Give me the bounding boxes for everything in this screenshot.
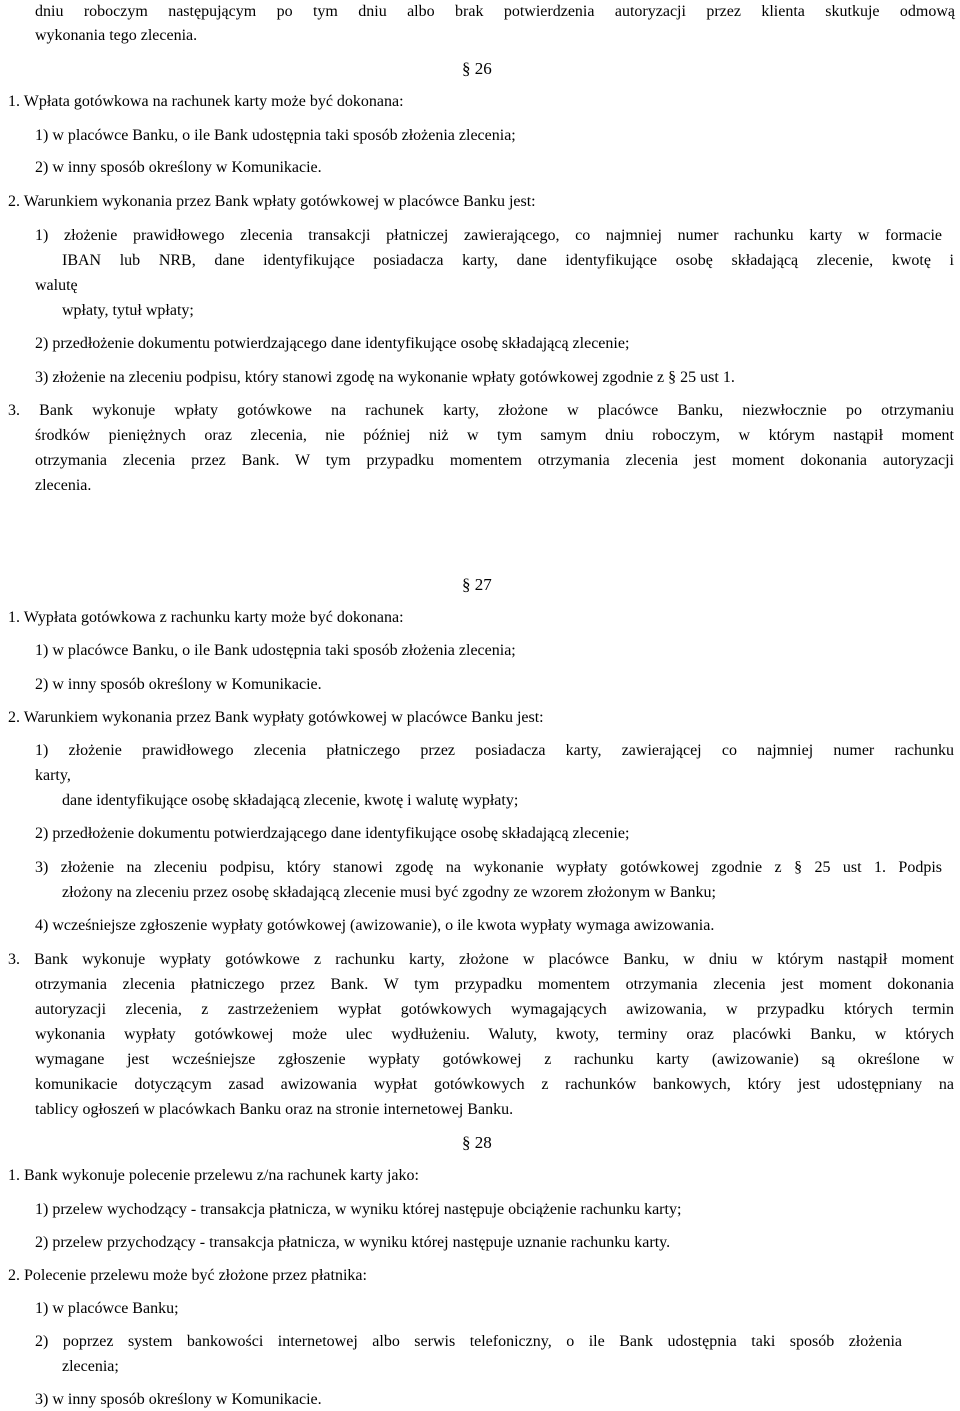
list-item: 2. Polecenie przelewu może być złożone przez płatnika: [8,1267,367,1284]
paragraph-line: wymagane jest wcześniejsze zgłoszenie wypłaty gotówkowej z rachunku karty (awizowanie) są określone w [35,1051,954,1068]
paragraph-line: wykonania tego zlecenia. [35,27,198,44]
list-item: 1. Bank wykonuje polecenie przelewu z/na rachunek karty jako: [8,1167,419,1184]
paragraph-line: wpłaty, tytuł wpłaty; [62,302,194,319]
list-item: 2) przelew przychodzący - transakcja płatnicza, w wyniku której następuje uznanie rachunku karty. [35,1234,671,1251]
paragraph-line: karty, [35,767,71,784]
list-item: 4) wcześniejsze zgłoszenie wypłaty gotówkowej (awizowanie), o ile kwota wypłaty wymaga awizowania. [35,917,715,934]
list-item: 2) przedłożenie dokumentu potwierdzającego dane identyfikujące osobę składającą zlecenie; [35,825,630,842]
paragraph-line: otrzymania zlecenia przez Bank. W tym przypadku momentem otrzymania zlecenia jest moment dokonania autoryzacji [35,452,954,469]
paragraph-line: autoryzacji zlecenia, z zastrzeżeniem wypłat gotówkowych wymagających awizowania, w przypadku których termin [35,1001,954,1018]
list-item: 1) przelew wychodzący - transakcja płatnicza, w wyniku której następuje obciążenie rachunku karty; [35,1201,682,1218]
paragraph-line: IBAN lub NRB, dane identyfikujące posiadacza karty, dane identyfikujące osobę składającą zlecenie, kwotę i [62,252,954,269]
list-item: 3) złożenie na zleceniu podpisu, który stanowi zgodę na wykonanie wpłaty gotówkowej zgodnie z § 25 ust 1. [35,369,735,386]
list-item: 3) złożenie na zleceniu podpisu, który stanowi zgodę na wykonanie wypłaty gotówkowej zgodnie z § 25 ust 1. Podpis [35,859,942,876]
paragraph-line: walutę [35,277,78,294]
paragraph-line: złożony na zleceniu przez osobę składającą zlecenie musi być zgodny ze wzorem złożonym w Banku; [62,884,716,901]
list-item: 2. Warunkiem wykonania przez Bank wypłaty gotówkowej w placówce Banku jest: [8,709,544,726]
list-item: 2) w inny sposób określony w Komunikacie. [35,159,322,176]
list-item: 1) w placówce Banku, o ile Bank udostępnia taki sposób złożenia zlecenia; [35,642,516,659]
list-item: 2) poprzez system bankowości internetowej albo serwis telefoniczny, o ile Bank udostępnia taki sposób złożenia [35,1333,902,1350]
paragraph-line: zlecenia; [62,1358,119,1375]
paragraph-line: wykonania wypłaty gotówkowej może ulec wydłużeniu. Waluty, kwoty, terminy oraz placówki Banku, w których [35,1026,954,1043]
list-item: 3. Bank wykonuje wpłaty gotówkowe na rachunek karty, złożone w placówce Banku, niezwłocznie po otrzymaniu [8,402,954,419]
section-heading: § 26 [462,59,492,78]
list-item: 3) w inny sposób określony w Komunikacie. [35,1391,322,1408]
list-item: 1) w placówce Banku; [35,1300,179,1317]
paragraph-line: zlecenia. [35,477,92,494]
paragraph-line: komunikacie dotyczącym zasad awizowania wypłat gotówkowych z rachunków bankowych, który jest udostępniany na [35,1076,954,1093]
list-item: 1. Wypłata gotówkowa z rachunku karty może być dokonana: [8,609,404,626]
paragraph-line: dniu roboczym następującym po tym dniu albo brak potwierdzenia autoryzacji przez klienta skutkuje odmową [35,3,955,20]
paragraph-line: tablicy ogłoszeń w placówkach Banku oraz na stronie internetowej Banku. [35,1101,514,1118]
list-item: 1) złożenie prawidłowego zlecenia transakcji płatniczej zawierającego, co najmniej numer rachunku karty w formacie [35,227,942,244]
list-item: 1. Wpłata gotówkowa na rachunek karty może być dokonana: [8,93,404,110]
list-item: 2. Warunkiem wykonania przez Bank wpłaty gotówkowej w placówce Banku jest: [8,193,536,210]
list-item: 1) w placówce Banku, o ile Bank udostępnia taki sposób złożenia zlecenia; [35,127,516,144]
paragraph-line: środków pieniężnych oraz zlecenia, nie później niż w tym samym dniu roboczym, w którym nastąpił moment [35,427,954,444]
list-item: 1) złożenie prawidłowego zlecenia płatniczego przez posiadacza karty, zawierającej co najmniej numer rachunku [35,742,954,759]
list-item: 2) przedłożenie dokumentu potwierdzającego dane identyfikujące osobę składającą zlecenie; [35,335,630,352]
list-item: 3. Bank wykonuje wypłaty gotówkowe z rachunku karty, złożone w placówce Banku, w dniu w którym nastąpił moment [8,951,954,968]
section-heading: § 27 [462,575,492,594]
paragraph-line: otrzymania zlecenia płatniczego przez Bank. W tym przypadku momentem otrzymania zlecenia jest moment dokonania [35,976,954,993]
section-heading: § 28 [462,1133,492,1152]
paragraph-line: dane identyfikujące osobę składającą zlecenie, kwotę i walutę wypłaty; [62,792,519,809]
list-item: 2) w inny sposób określony w Komunikacie. [35,676,322,693]
